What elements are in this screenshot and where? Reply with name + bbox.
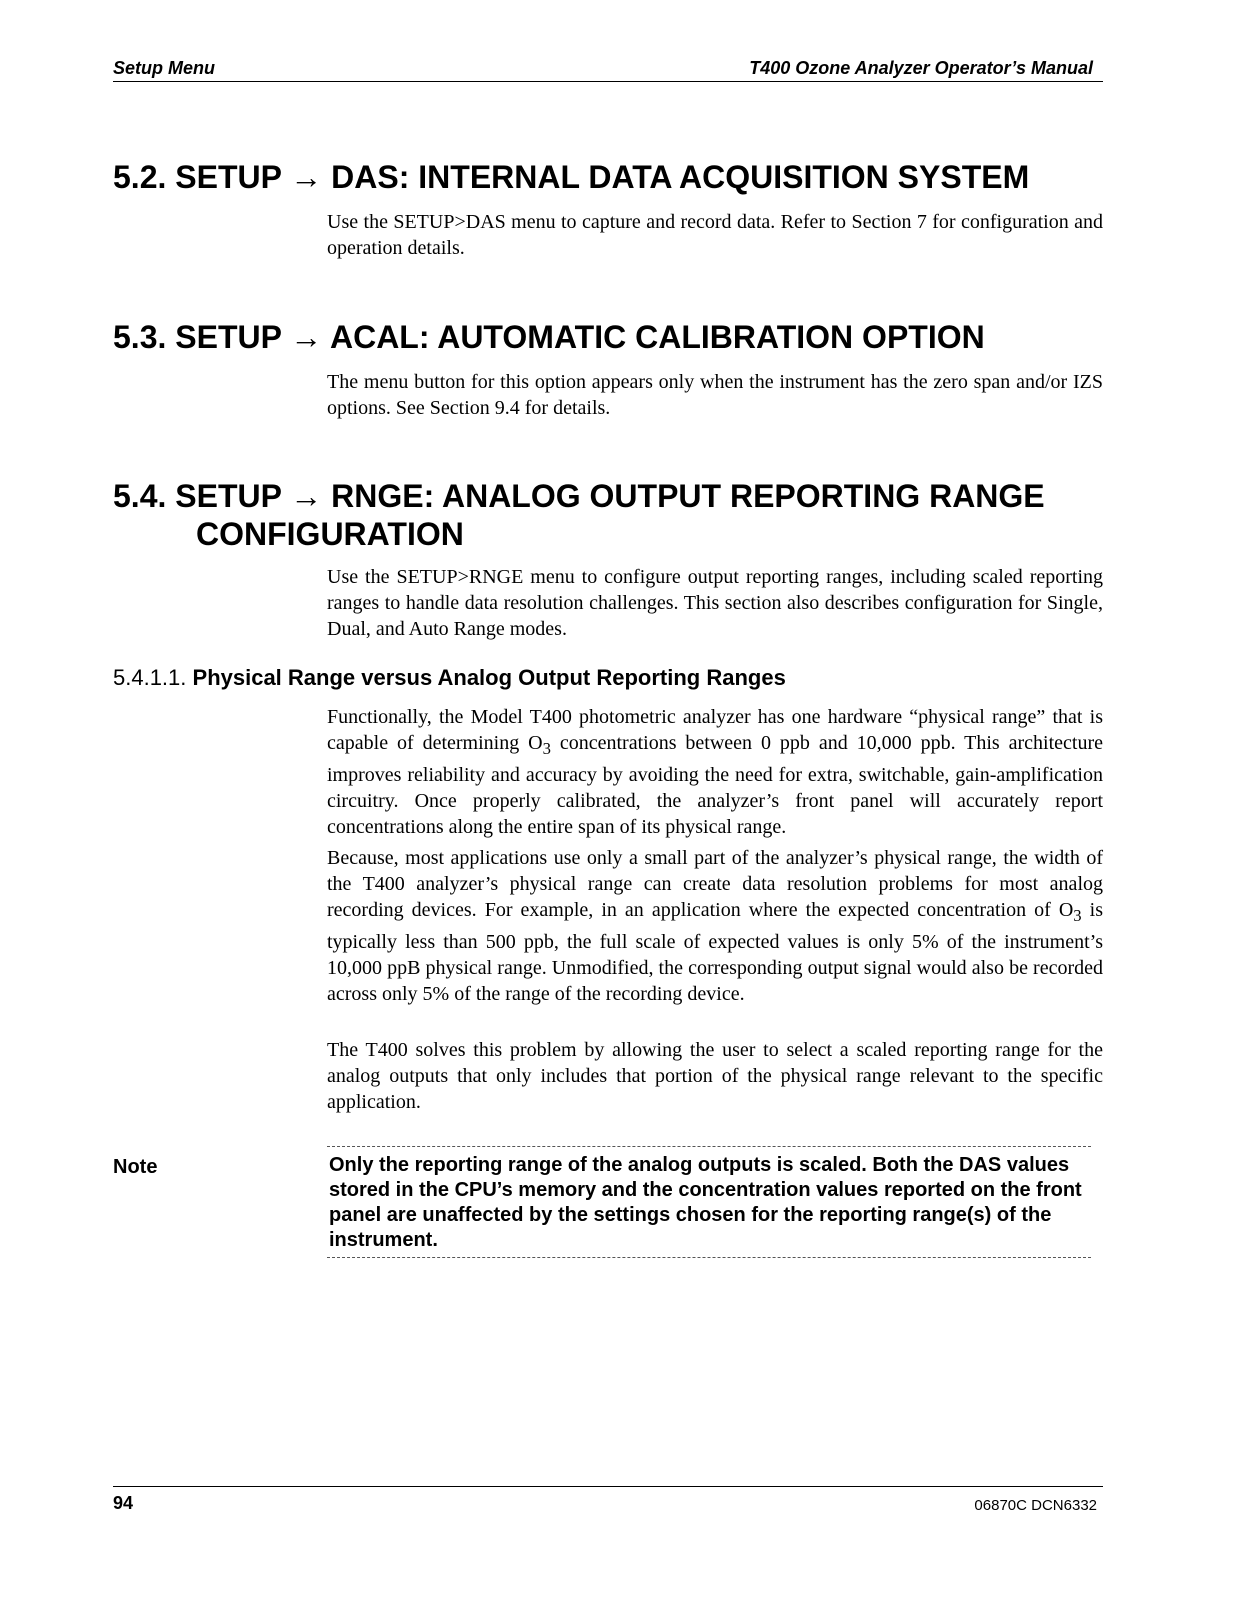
note-text: Only the reporting range of the analog outputs is scaled. Both the DAS values stored in the CPU’s memory and the concentration values reported on the front panel are unaffected by the settings chosen for the reporting range(s) of the instrument. xyxy=(329,1154,1082,1251)
paragraph-physical-range xyxy=(327,704,1103,840)
heading-5-4-number: 5.4. xyxy=(113,478,167,514)
note-label: Note xyxy=(113,1156,158,1178)
paragraph-resolution-problem xyxy=(327,845,1103,1007)
paragraph-resolution-part1: Because, most applications use only a small part of the analyzer’s physical range, the width of the T400 analyzer’s physical range can create data resolution problems for most analog recording devices. For example, in an application where the expected concentration of O xyxy=(327,847,1103,921)
paragraph-scaled-range: The T400 solves this problem by allowing the user to select a scaled reporting range for the analog outputs that only includes that portion of the physical range relevant to the specific application. xyxy=(327,1039,1103,1113)
heading-5-4 xyxy=(113,477,1103,553)
note-box xyxy=(327,1146,1091,1258)
o3-subscript: 3 xyxy=(1073,906,1082,925)
paragraph-rnge: Use the SETUP>RNGE menu to configure output reporting ranges, including scaled reporting ranges to handle data resolution challenges. This section also describes configuration for Single, Dual, and Auto Range modes. xyxy=(327,566,1103,640)
paragraph-acal: The menu button for this option appears only when the instrument has the zero span and/or IZS options. See Section 9.4 for details. xyxy=(327,371,1103,419)
running-header xyxy=(113,56,1103,82)
header-section-name: Setup Menu xyxy=(113,58,215,78)
paragraph-physical-range-part2: concentrations between 0 ppb and 10,000 ppb. This architecture improves reliability and accuracy by avoiding the need for extra, switchable, gain-amplification circuitry. Once properly calibrated, the analyzer’s front panel will accurately report concentrations along the entire span of its physical range. xyxy=(327,732,1104,838)
page-number: 94 xyxy=(113,1493,134,1513)
subsection-number: 5.4.1.1. xyxy=(113,665,187,690)
heading-5-4-title-line2: CONFIGURATION xyxy=(196,516,464,552)
heading-5-3-number: 5.3. xyxy=(113,319,167,355)
paragraph-das: Use the SETUP>DAS menu to capture and record data. Refer to Section 7 for configuration and operation details. xyxy=(327,211,1103,259)
heading-5-3-title: SETUP → ACAL: AUTOMATIC CALIBRATION OPTION xyxy=(175,319,985,355)
header-manual-title: T400 Ozone Analyzer Operator’s Manual xyxy=(749,58,1093,78)
heading-5-3 xyxy=(113,318,1103,356)
paragraph-resolution-part2: is typically less than 500 ppb, the full scale of expected values is only 5% of the instrument’s 10,000 ppB physical range. Unmodified, the corresponding output signal would also be recorded across only 5% of the range of the recording device. xyxy=(327,899,1103,1005)
page-footer xyxy=(113,1486,1103,1517)
subsection-title: Physical Range versus Analog Output Reporting Ranges xyxy=(192,665,786,690)
paragraph-physical-range-part1: Functionally, the Model T400 photometric analyzer has one hardware “physical range” that is capable of determining O xyxy=(327,706,1103,754)
o3-subscript: 3 xyxy=(542,739,551,758)
document-code: 06870C DCN6332 xyxy=(974,1497,1097,1514)
heading-5-2-number: 5.2. xyxy=(113,159,167,195)
heading-5-4-title-line1: SETUP → RNGE: ANALOG OUTPUT REPORTING RANGE xyxy=(175,478,1045,514)
subsection-heading xyxy=(113,664,786,692)
heading-5-2 xyxy=(113,158,1103,196)
heading-5-2-title: SETUP → DAS: INTERNAL DATA ACQUISITION SYSTEM xyxy=(175,159,1030,195)
